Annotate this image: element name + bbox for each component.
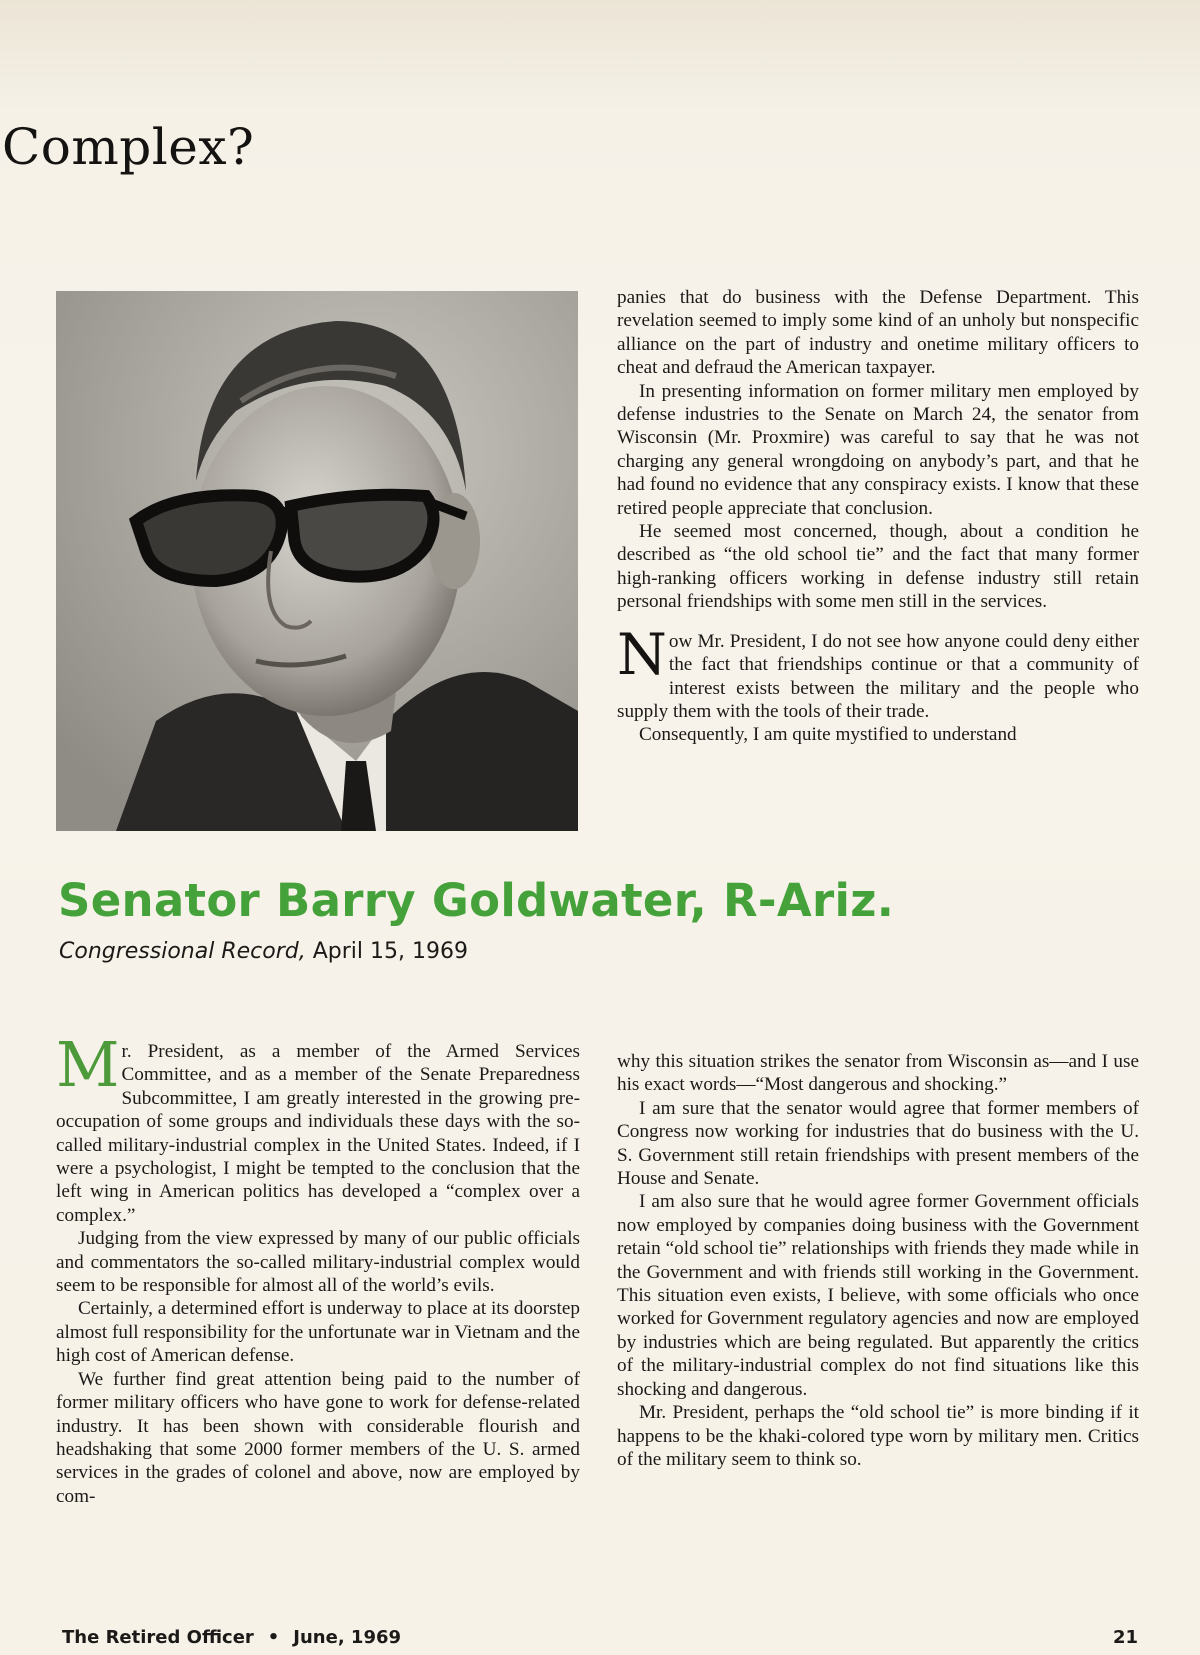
citation [59,939,468,964]
paragraph: We further find great attention being paid to the number of former military officers who have gone to work for defense-related industry. It has been shown with considerable flourish and headshaking that some 2000 former members of the U. S. armed services in the grades of colonel and above, now are employed by com- [56,1368,580,1507]
article-column-bottom-right [617,1050,1139,1471]
paragraph: Consequently, I am quite mystified to understand [639,724,1017,746]
article-column-bottom-left [56,1028,580,1508]
portrait-photo-icon [56,291,578,831]
paragraph [617,621,1139,724]
paragraph-text: ow Mr. President, I do not see how anyone could deny either the fact that friendships continue or that a community of interest exists between the military and the people who supply them with the tools of their trade. [617,630,1139,722]
page-footer [62,1627,1138,1648]
paragraph: panies that do business with the Defense Department. This revelation seemed to imply some kind of an unholy but nonspecific alliance on the part of industry and onetime military officers to cheat and defraud the American taxpayer. [617,287,1139,379]
paragraph: Judging from the view expressed by many of our public officials and commentators the so-called military-industrial complex would seem to be responsible for almost all of the world’s evils. [56,1228,580,1297]
drop-cap: N [617,621,667,688]
citation-journal: Congressional Record, [59,939,306,964]
citation-date: April 15, 1969 [312,939,468,964]
paragraph: In presenting information on former military men employed by defense industries to the Senate on March 24, the senator from Wisconsin (Mr. Proxmire) was careful to say that he was not charging any general wrongdoing on anybody’s part, and that he had found no evidence that any conspiracy exists. I know that these retired people appreciate that conclusion. [617,380,1139,519]
paragraph: I am sure that the senator would agree that former members of Congress now working for industries that do business with the U. S. Government still retain friendships with present members of the House and Senate. [617,1097,1139,1190]
author-byline: Senator Barry Goldwater, R-Ariz. [58,874,895,927]
paragraph: why this situation strikes the senator from Wisconsin as—and I use his exact words—“Most dangerous and shocking.” [617,1051,1139,1096]
portrait-photo [56,291,578,831]
issue-date: June, 1969 [293,1627,402,1648]
publication-name: The Retired Officer [62,1627,254,1648]
paragraph: I am also sure that he would agree former Government officials now employed by companies doing business with the Government retain “old school tie” relationships with friends they made while in the Government and with friends still working in the Government. This situation even exists, I believe, with some officials who once worked for Government regulatory agencies and now are employed by industries which are being regulated. But apparently the critics of the military-industrial complex do not find situations like this shocking and dangerous. [617,1191,1139,1400]
paragraph-text: r. President, as a member of the Armed Services Committee, and as a member of the Senate Preparedness Subcommittee, I am greatly interested in the growing preoccupation of some groups and individuals these days with the so-called military-industrial complex in the United States. Indeed, if I were a psychologist, I might be tempted to the conclusion that the left wing in American politics has developed a “complex over a complex.” [56,1041,580,1226]
paragraph: Certainly, a determined effort is underway to place at its doorstep almost full responsibility for the unfortunate war in Vietnam and the high cost of American defense. [56,1298,580,1367]
bullet-separator: • [267,1627,280,1648]
drop-cap: M [56,1028,120,1101]
paragraph: He seemed most concerned, though, about a condition he described as “the old school tie” and the fact that many former high-ranking officers working in defense industry still retain personal friendships with some men still in the services. [617,521,1139,613]
paragraph: Mr. President, perhaps the “old school tie” is more binding if it happens to be the khaki-colored type worn by military men. Critics of the military seem to think so. [617,1402,1139,1470]
paragraph [56,1028,580,1227]
article-column-top-right [617,286,1139,747]
page-number: 21 [1112,1627,1138,1648]
page-title: Complex? [2,118,255,176]
